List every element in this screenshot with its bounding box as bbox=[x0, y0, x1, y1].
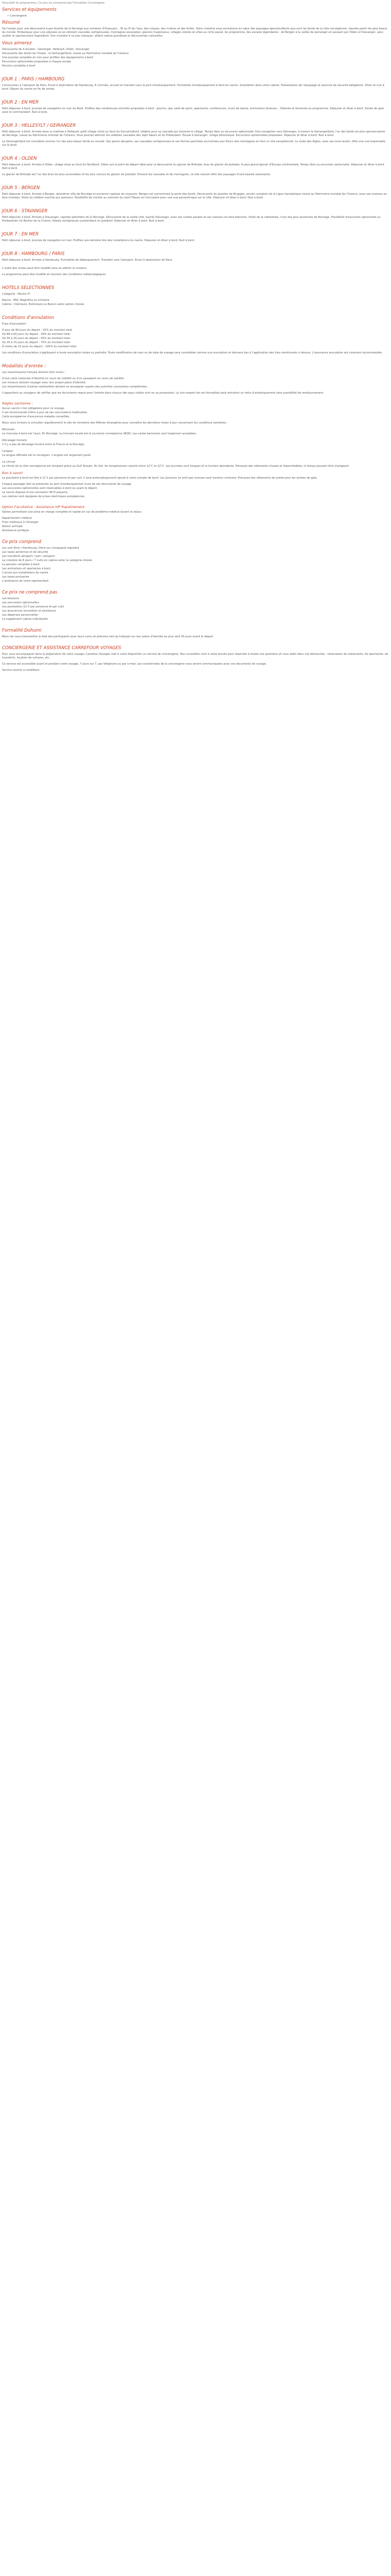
jour-4-text-2: Le glacier de Briksdal est l'un des bras les plus accessibles et les plus connus du glacier de Jostedal. Entouré de cascades et de montagnes, ce site naturel offre des paysages d'une beauté saisissante. bbox=[2, 173, 271, 176]
jour-8-title: JOUR 8 : HAMBOURG / PARIS bbox=[2, 251, 65, 257]
list-item: Les animations et spectacles à bord bbox=[2, 567, 51, 570]
savoir-title: Bon à savoir bbox=[2, 471, 23, 475]
climat-text: Le climat de la côte norvégienne est tempéré grâce au Gulf Stream. En été, les températures varient entre 12°C et 22°C. Les journées sont longues et la lumière abondante. Prévoyez des vêtements chauds et imperméables, le temps pouvant être changeant. bbox=[2, 465, 350, 468]
jour-4-title: JOUR 4 : OLDEN bbox=[2, 156, 37, 161]
header-note: Descriptif du programme | Ce prix ne comprend pas Formalités Conciergerie bbox=[2, 2, 105, 5]
conciergerie-text-2: Ce service est accessible avant et pendant votre voyage, 7 jours sur 7, par téléphone ou par e-mail. Les coordonnées de la conciergerie vous seront communiquées avec vos documents de voyage. bbox=[2, 663, 267, 666]
jour-3-title: JOUR 3 : HELLESYLT / GEIRANGER bbox=[2, 123, 76, 128]
jour-1-text: Convocation à l'aéroport de Paris. Envol à destination de Hambourg. À l'arrivée, accueil et transfert vers le port d'embarquement. Formalités d'embarquement à bord du navire. Installation dans votre cabine. Présentation de l'équipage et exercice de sécurité obligatoire. Dîner et nuit à bord. Départ du navire en fin de soirée. bbox=[2, 84, 384, 91]
ordre-note-1: L'ordre des visites peut être modifié sans en altérer le contenu. bbox=[2, 267, 88, 270]
jour-5-title: JOUR 5 : BERGEN bbox=[2, 185, 40, 191]
conditions-subtitle: Frais d'annulation : bbox=[2, 323, 28, 326]
jour-4-text: Petit déjeuner à bord. Arrivée à Olden, village situé au fond du Nordfjord. Olden est le point de départ idéal pour la découverte du glacier de Briksdal, bras du glacier de Jostedal, le plus grand glacier d'Europe continentale. Temps libre ou excursion optionnelle. Déjeuner et dîner à bord. Nuit à bord. bbox=[2, 163, 385, 170]
langue-title: Langue bbox=[2, 450, 13, 453]
langue-text: La langue officielle est le norvégien. L'anglais est largement parlé. bbox=[2, 454, 91, 457]
list-item: d'une carte nationale d'identité en cours de validité ou d'un passeport en cours de validité. bbox=[2, 377, 125, 380]
aimerez-list bbox=[2, 48, 389, 68]
formalites-title: Formalité Dohumi bbox=[2, 628, 42, 633]
jour-7-title: JOUR 7 : EN MER bbox=[2, 232, 39, 237]
jour-2-title: JOUR 2 : EN MER bbox=[2, 100, 39, 105]
list-item: Les dépenses personnelles bbox=[2, 614, 38, 617]
formalites-text: Merci de nous transmettre la liste des participants avec leurs noms et prénoms tels qu'indiqués sur leur pièce d'identité au plus tard 30 jours avant le départ. bbox=[2, 635, 214, 638]
list-item: À plus de 90 jours du départ : 15% du montant total bbox=[2, 329, 72, 332]
comprendpas-title: Ce prix ne comprend pas bbox=[2, 590, 57, 595]
list-item: De 89 à 60 jours du départ : 30% du montant total bbox=[2, 333, 70, 336]
list-item: Les excursions optionnelles sont réservables à bord ou avant le départ. bbox=[2, 487, 98, 490]
list-item: Le supplément cabine individuelle bbox=[2, 618, 48, 621]
jour-8-text: Petit déjeuner à bord. Arrivée à Hambourg. Formalités de débarquement. Transfert vers l'aéroport. Envol à destination de Paris. bbox=[2, 259, 173, 262]
modalites-text: Il appartient au voyageur de vérifier que les documents requis pour l'entrée dans chacun des pays visités sont en sa possession. Le non-respect de ces formalités peut entraîner un refus d'embarquement sans possibilité de remboursement. bbox=[2, 392, 324, 395]
list-item: Le navire dispose d'une connexion Wi-Fi payante. bbox=[2, 491, 69, 494]
list-item: Les pourboires (12 € par personne et par nuit) bbox=[2, 605, 64, 608]
services-bullet-label: Conciergerie bbox=[10, 14, 27, 18]
list-item: Découverte des fjords de l'Ouest : le Geirangerfjord, classé au Patrimoine mondial de l'Unesco bbox=[2, 52, 129, 55]
comprend-list bbox=[2, 547, 389, 583]
list-item: Excursions optionnelles proposées à chaque escale bbox=[2, 60, 71, 63]
list-item: La pension complète à bord bbox=[2, 563, 40, 566]
list-item: Il est recommandé d'être à jour de ses vaccinations habituelles. bbox=[2, 411, 88, 414]
list-item: Cabine : Intérieure, Extérieure ou Balcon selon option choisie bbox=[2, 303, 84, 306]
jour-3-text: Petit déjeuner à bord. Arrivée dans la matinée à Hellesylt, petit village niché au fond du Sunnylvsfjord, célèbre pour sa cascade qui traverse le village. Temps libre ou excursion optionnelle. Puis navigation vers Geiranger, à travers le Geirangerfjord, l'un des fjords les plus spectaculaires de Norvège, classé au Patrimoine mondial de l'Unesco. Vous pourrez admirer les célèbres cascades des Sept Sœurs et du Prétendant. Escale à Geiranger, village pittoresque. Excursions optionnelles proposées. Déjeuner et dîner à bord. Nuit à bord. bbox=[2, 130, 385, 137]
resume-title: Résumé bbox=[2, 20, 20, 25]
hotels-list bbox=[2, 299, 389, 307]
decalage-title: Décalage horaire bbox=[2, 439, 27, 442]
option-list bbox=[2, 517, 389, 533]
list-item: L'assistance de notre représentant bbox=[2, 580, 49, 583]
jour-6-text: Petit déjeuner à bord. Arrivée à Stavanger, capitale pétrolière de la Norvège. Découverte de la vieille ville, Gamle Stavanger, avec ses ruelles pavées et ses maisons en bois blanches. Visite de la cathédrale, l'une des plus anciennes de Norvège. Possibilité d'excursion optionnelle au Preikestolen (le Rocher de la Chaire), falaise vertigineuse surplombant le Lysefjord. Déjeuner et dîner à bord. Nuit à bord. bbox=[2, 216, 381, 223]
conciergerie-title: CONCIERGERIE ET ASSISTANCE CARREFOUR VOYAGES bbox=[2, 646, 121, 651]
modalites-title: Modalités d'entrée : bbox=[2, 364, 46, 369]
savoir-list bbox=[2, 483, 389, 499]
comprend-title: Ce prix comprend bbox=[2, 539, 41, 545]
services-title: Services et équipements bbox=[2, 7, 57, 12]
conciergerie-text-1: Pour vous accompagner dans la préparation de votre voyage, Carrefour Voyages met à votre disposition un service de conciergerie. Nos conseillers sont à votre écoute pour répondre à toutes vos questions et vous aider dans vos démarches : réservation de restaurants, de spectacles, de transferts, location de voitures, etc. bbox=[2, 653, 388, 659]
conditions-list bbox=[2, 329, 389, 349]
list-item: Les ressortissants d'autres nationalités doivent se renseigner auprès des autorités consulaires compétentes. bbox=[2, 385, 148, 388]
ordre-note-2: Le programme peut être modifié en fonction des conditions météorologiques. bbox=[2, 273, 107, 276]
jour-5-text: Petit déjeuner à bord. Arrivée à Bergen, deuxième ville de Norvège et ancienne capitale du royaume. Bergen est surnommée la porte des fjords. Découverte du quartier de Bryggen, ancien comptoir de la Ligue hanséatique classé au Patrimoine mondial de l'Unesco, avec ses maisons en bois colorées. Visite du célèbre marché aux poissons. Possibilité de monter au sommet du mont Fløyen en funiculaire pour une vue panoramique sur la ville. Déjeuner et dîner à bord. Nuit à bord. bbox=[2, 193, 387, 199]
list-item: Les taxes aériennes et de sécurité bbox=[2, 551, 48, 554]
list-item: Les vols Paris / Hambourg / Paris sur compagnie régulière bbox=[2, 547, 79, 550]
list-item: Chaque passager doit se présenter au port d'embarquement muni de ses documents de voyage. bbox=[2, 483, 132, 486]
list-item: Navire : MSC Magnifica ou similaire bbox=[2, 299, 50, 302]
resume-text: De l'océan pour une découverte à pas feutrés de la Norvège aux lumières d'Ouessant... Et au fil de l'eau, des criques, des rivières et des forêts. Votre croisière vous emmènera au cœur des paysages époustouflants que sont les fjords de la côte norvégienne, réputés parmi les plus beaux du monde. Embarquez pour une odyssée où se côtoient cascades vertigineuses, montagnes escarpées, glaciers majestueux, villages colorés et villes au riche passé. Au programme, des escales légendaires : de Bergen à la vallée de Geiranger en passant par Olden et Stavanger, sans oublier le spectaculaire Sognefjord. Une croisière à ne pas manquer, alliant nature grandiose et découvertes culturelles. bbox=[2, 27, 387, 38]
list-item: Pension complète à bord bbox=[2, 64, 36, 67]
jour-6-title: JOUR 6 : STAVANGER bbox=[2, 209, 48, 214]
list-item: La croisière de 8 jours / 7 nuits en cabine selon la catégorie choisie bbox=[2, 559, 92, 562]
option-title: Option Facultative : Assistance VIP Rapatriement bbox=[2, 505, 85, 509]
hotels-category: Catégorie : Navire 4* bbox=[2, 293, 30, 296]
monnaie-title: Monnaie bbox=[2, 428, 14, 431]
option-text: Option permettant une prise en charge complète et rapide en cas de problème médical durant le séjour. bbox=[2, 511, 142, 514]
list-item: À moins de 15 jours du départ : 100% du montant total bbox=[2, 345, 76, 348]
jour-7-text: Petit déjeuner à bord. Journée de navigation en mer. Profitez une dernière fois des installations du navire. Déjeuner et dîner à bord. Nuit à bord. bbox=[2, 239, 195, 242]
savoir-text: Le pourboire à bord est fixé à 12 € par personne et par nuit, il sera automatiquement ajouté à votre compte de bord. Les boissons ne sont pas incluses sauf mention contraire. Prévoyez des vêtements de soirée pour les soirées de gala. bbox=[2, 477, 318, 480]
list-item: Les boissons bbox=[2, 597, 19, 600]
bullet-icon: • bbox=[7, 14, 9, 18]
conditions-text: Les conditions d'annulation s'appliquent à toute annulation totale ou partielle. Toute modification de nom ou de date de voyage sera considérée comme une annulation et donnera lieu à l'application des frais mentionnés ci-dessus. L'assurance annulation est vivement recommandée. bbox=[2, 351, 383, 354]
jour-3-text-2: Le Geirangerfjord est considéré comme l'un des plus beaux fjords au monde. Ses parois abruptes, ses cascades vertigineuses et ses fermes perchées accrochées aux flancs des montagnes en font un site exceptionnel. La route des Aigles, avec ses onze lacets, offre une vue imprenable sur le fjord. bbox=[2, 140, 386, 147]
list-item: Aucun vaccin n'est obligatoire pour ce voyage. bbox=[2, 407, 65, 410]
regles-title: Règles sanitaires : bbox=[2, 401, 33, 405]
list-item: Retour anticipé bbox=[2, 525, 23, 528]
page bbox=[2, 2, 389, 672]
jour-1-title: JOUR 1 : PARIS / HAMBOURG bbox=[2, 77, 65, 82]
hotels-title: HOTELS SELECTIONNES bbox=[2, 285, 55, 291]
decalage-text: Il n'y a pas de décalage horaire entre la France et la Norvège. bbox=[2, 443, 85, 446]
regles-list bbox=[2, 407, 389, 419]
conditions-title: Conditions d'annulation bbox=[2, 315, 54, 320]
modalites-list bbox=[2, 377, 389, 389]
list-item: Les assurances annulation et assistance bbox=[2, 609, 56, 613]
list-item: Les cabines sont équipées de prises électriques européennes. bbox=[2, 495, 86, 498]
list-item: Une journée complète en mer pour profiter des équipements à bord bbox=[2, 56, 93, 59]
list-item: Frais médicaux à l'étranger bbox=[2, 521, 39, 524]
list-item: Les taxes portuaires bbox=[2, 575, 29, 579]
services-bullet bbox=[7, 14, 389, 18]
list-item: Rapatriement médical bbox=[2, 517, 32, 520]
list-item: Assistance juridique bbox=[2, 529, 29, 532]
conciergerie-text-3: Service soumis à conditions. bbox=[2, 669, 40, 672]
list-item: L'accès aux installations du navire bbox=[2, 571, 48, 574]
list-item: De 59 à 30 jours du départ : 50% du montant total bbox=[2, 337, 70, 340]
list-item: Carte européenne d'assurance maladie conseillée. bbox=[2, 415, 70, 418]
list-item: Les excursions optionnelles bbox=[2, 601, 39, 604]
list-item: Les mineurs doivent voyager avec leur propre pièce d'identité. bbox=[2, 381, 87, 384]
list-item: Découverte de 4 escales : Geiranger, Hellesylt, Olden, Stavanger bbox=[2, 48, 90, 51]
aimerez-title: Vous aimerez bbox=[2, 41, 32, 46]
monnaie-text: La monnaie à bord est l'euro. En Norvège, la monnaie locale est la couronne norvégienne (NOK). Les cartes bancaires sont largement acceptées. bbox=[2, 432, 197, 435]
comprendpas-list bbox=[2, 597, 389, 621]
jour-2-text: Petit déjeuner à bord. Journée de navigation en mer du Nord. Profitez des nombreuses activités proposées à bord : piscine, spa, salle de sport, spectacles, conférences, cours de danse, animations diverses... Détente et farniente au programme. Déjeuner et dîner à bord. Soirée de gala avec le commandant. Nuit à bord. bbox=[2, 107, 384, 114]
modalites-intro: Les ressortissants français doivent être munis : bbox=[2, 371, 66, 374]
climat-title: Le climat bbox=[2, 461, 15, 464]
regles-text: Nous vous invitons à consulter régulièrement le site du ministère des Affaires étrangères pour connaître les dernières mises à jour concernant les conditions sanitaires. bbox=[2, 421, 227, 425]
list-item: De 29 à 15 jours du départ : 75% du montant total bbox=[2, 341, 70, 344]
list-item: Les transferts aéroport / port / aéroport bbox=[2, 555, 55, 558]
